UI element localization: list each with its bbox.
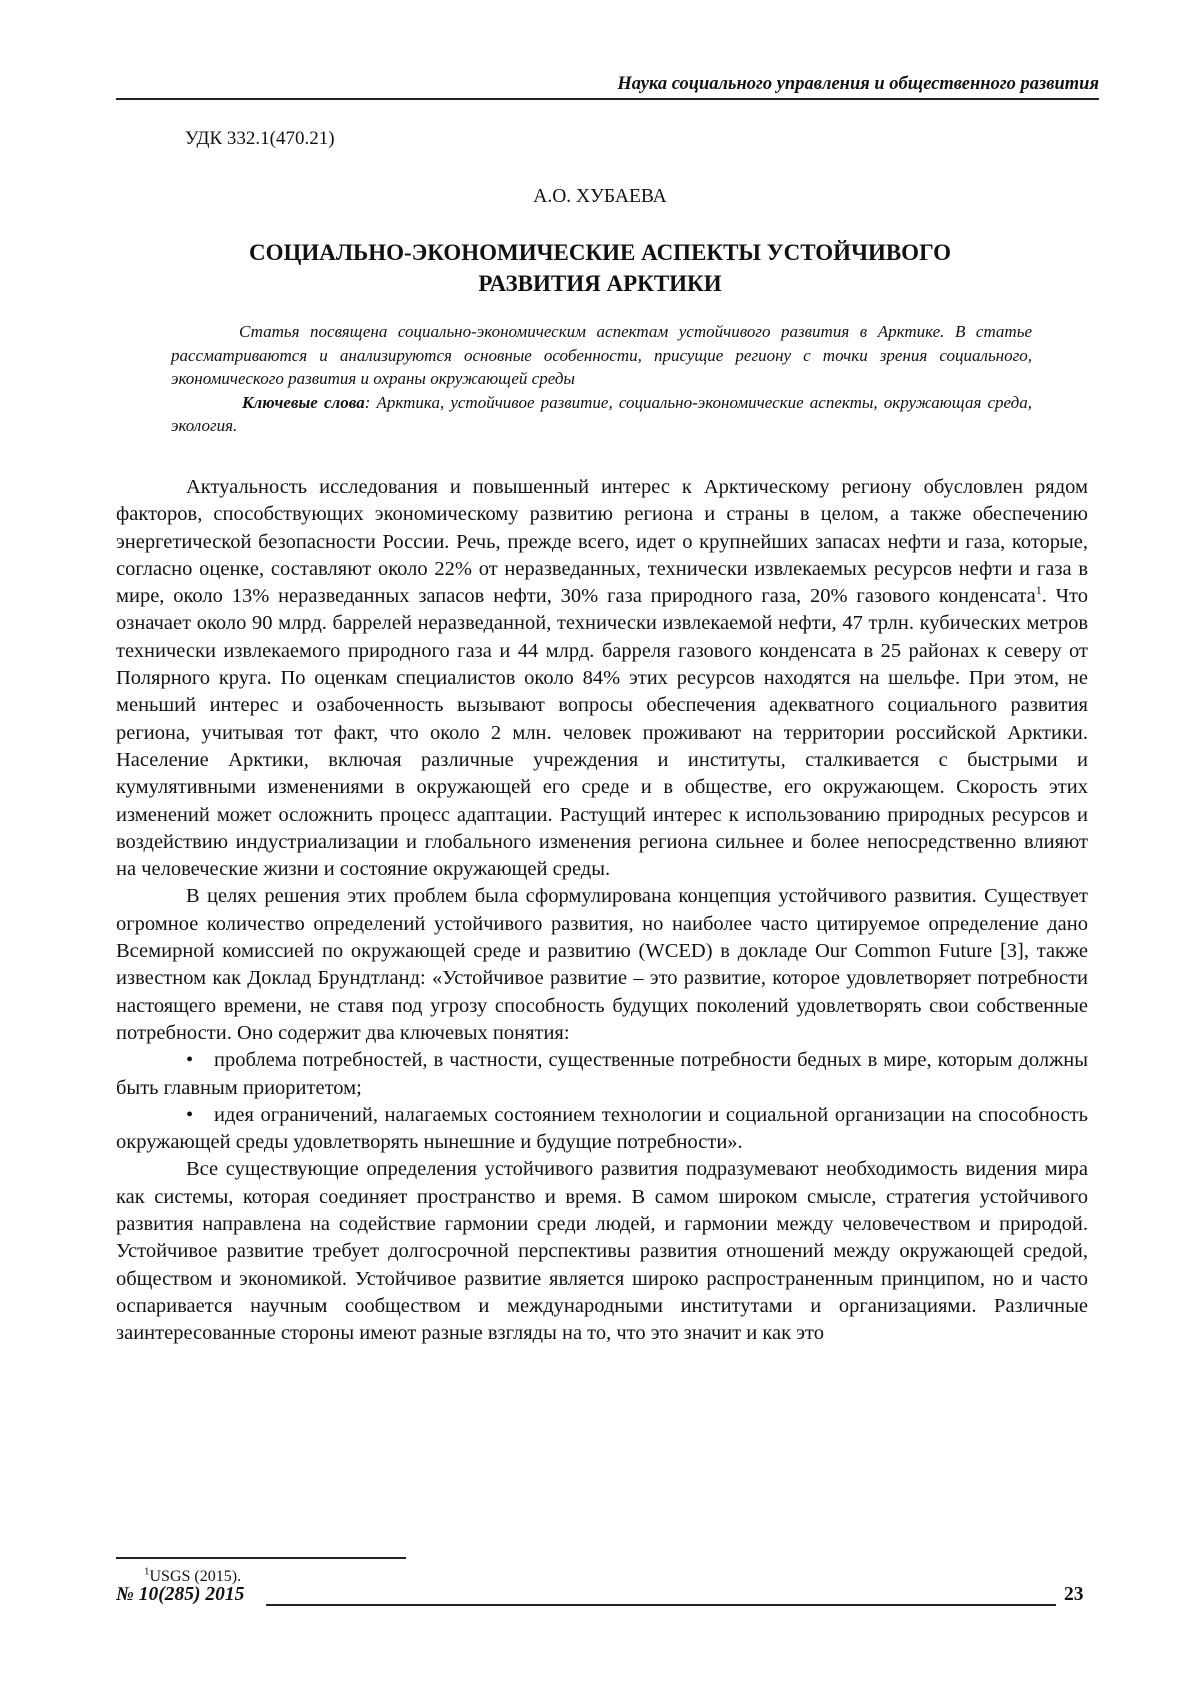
article-body	[116, 474, 1088, 1348]
bullet-item-1	[116, 1047, 1088, 1102]
journal-page	[0, 0, 1200, 1698]
footnote-mark: 1	[144, 1566, 150, 1578]
issue-number: № 10(285) 2015	[116, 1584, 244, 1606]
title-line-1: СОЦИАЛЬНО-ЭКОНОМИЧЕСКИЕ АСПЕКТЫ УСТОЙЧИВОГО	[150, 237, 1050, 268]
paragraph-1	[116, 474, 1088, 883]
abstract-text: Статья посвящена социально-экономическим аспектам устойчивого развития в Арктике. В статье рассматриваются и анализируются основные особенности, присущие региону с точки зрения социального, экономического развития и охраны окружающей среды	[171, 320, 1032, 391]
paragraph-1-part-a: Актуальность исследования и повышенный интерес к Арктическому региону обусловлен рядом факторов, способствующих экономическому развитию региона и страны в целом, а также обеспечению энергетической безопасности России. Речь, прежде всего, идет о крупнейших запасах нефти и газа, которые, согласно оценке, составляют около 22% от неразведанных, технически извлекаемых ресурсов нефти и газа в мире, около 13% неразведанных запасов нефти, 30% газа природного газа, 20% газового конденсата	[116, 476, 1088, 607]
paragraph-3: Все существующие определения устойчивого развития подразумевают необходимость видения мира как системы, которая соединяет пространство и время. В самом широком смысле, стратегия устойчивого развития направлена на содействие гармонии среди людей, и гармонии между человечеством и природой. Устойчивое развитие требует долгосрочной перспективы развития отношений между окружающей средой, обществом и экономикой. Устойчивое развитие является широко распространенным принципом, но и часто оспаривается научным сообществом и международными институтами и организациями. Различные заинтересованные стороны имеют разные взгляды на то, что это значит и как это	[116, 1156, 1088, 1347]
udk-code: УДК 332.1(470.21)	[185, 128, 335, 150]
keywords-label: Ключевые слова	[242, 393, 365, 412]
paragraph-1-part-b: . Что означает около 90 млрд. баррелей неразведанной, технически извлекаемой нефти, 47 трлн. кубических метров технически извлекаемого природного газа и 44 млрд. барреля газового конденсата в 25 районах к северу от Полярного круга. По оценкам специалистов около 84% этих ресурсов находятся на шельфе. При этом, не меньший интерес и озабоченность вызывают вопросы обеспечения адекватного социального развития региона, учитывая тот факт, что около 2 млн. человек проживают на территории российской Арктики. Население Арктики, включая различные учреждения и институты, сталкивается с быстрыми и кумулятивными изменениями в окружающей его среде и в обществе, его окружающем. Скорость этих изменений может осложнить процесс адаптации. Растущий интерес к использованию природных ресурсов и воздействию индустриализации и глобального изменения региона сильнее и более непосредственно влияют на человеческие жизни и состояние окружающей среды.	[116, 585, 1088, 880]
running-header	[116, 72, 1099, 100]
keywords	[171, 391, 1032, 438]
keywords-text: : Арктика, устойчивое развитие, социально-экономические аспекты, окружающая среда, экология.	[171, 393, 1032, 436]
author-name: А.О. ХУБАЕВА	[0, 186, 1200, 208]
journal-name: Наука социального управления и общественного развития	[617, 74, 1099, 94]
footer-rule	[266, 1604, 1056, 1606]
article-title	[150, 237, 1050, 299]
title-line-2: РАЗВИТИЯ АРКТИКИ	[150, 268, 1050, 299]
bullet-item-2	[116, 1102, 1088, 1157]
paragraph-2: В целях решения этих проблем была сформулирована концепция устойчивого развития. Существует огромное количество определений устойчивого развития, но наиболее часто цитируемое определение дано Всемирной комиссией по окружающей среде и развитию (WCED) в докладе Our Common Future [3], также известном как Доклад Брундтланд: «Устойчивое развитие – это развитие, которое удовлетворяет потребности настоящего времени, не ставя под угрозу способность будущих поколений удовлетворять свои собственные потребности. Оно содержит два ключевых понятия:	[116, 883, 1088, 1047]
footnote-text: USGS (2015).	[150, 1568, 242, 1585]
bullet-icon: •	[186, 1047, 214, 1074]
abstract	[171, 320, 1032, 438]
bullet-icon: •	[186, 1102, 214, 1129]
footnote-divider	[116, 1557, 406, 1559]
bullet-item-1-text: проблема потребностей, в частности, существенные потребности бедных в мире, которым должны быть главным приоритетом;	[116, 1049, 1088, 1098]
page-number: 23	[1064, 1584, 1084, 1606]
footnote-ref[interactable]: 1	[1036, 583, 1042, 597]
bullet-item-2-text: идея ограничений, налагаемых состоянием технологии и социальной организации на способность окружающей среды удовлетворять нынешние и будущие потребности».	[116, 1104, 1088, 1153]
